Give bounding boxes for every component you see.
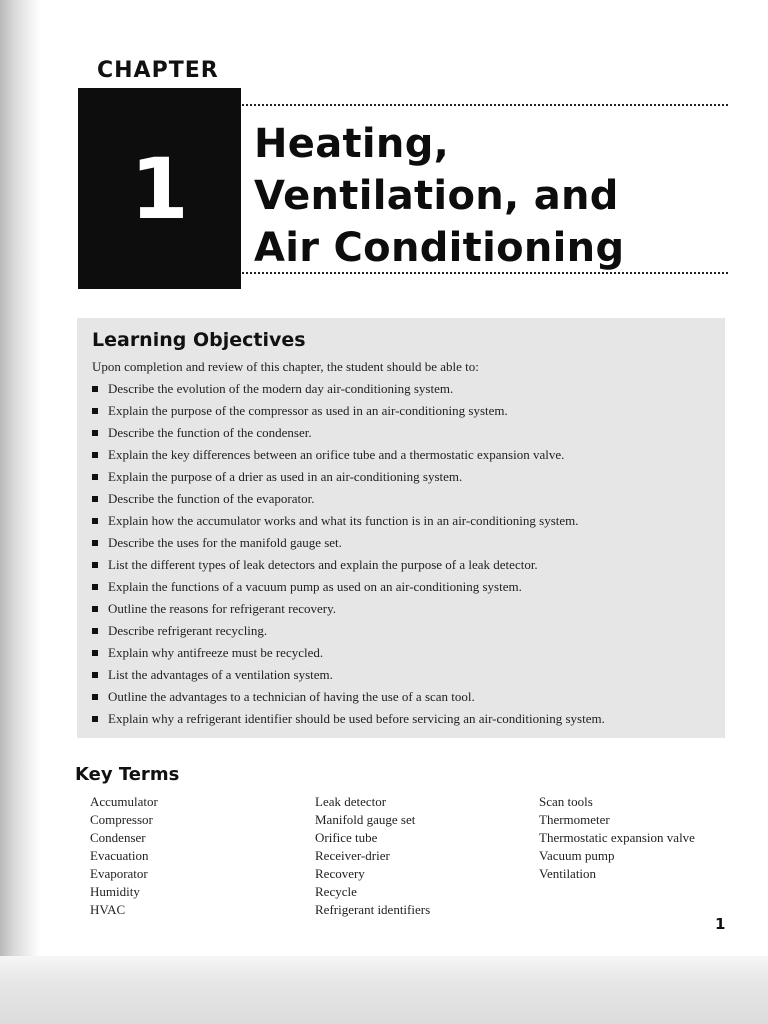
square-bullet-icon (92, 694, 98, 700)
square-bullet-icon (92, 650, 98, 656)
objective-item (92, 598, 710, 620)
objective-text: Describe the function of the condenser. (108, 425, 312, 440)
objective-item (92, 554, 710, 576)
square-bullet-icon (92, 474, 98, 480)
key-term: Thermostatic expansion valve (539, 830, 695, 845)
square-bullet-icon (92, 518, 98, 524)
objective-item (92, 488, 710, 510)
objective-text: Describe refrigerant recycling. (108, 623, 268, 638)
square-bullet-icon (92, 540, 98, 546)
book-spine-shadow (0, 0, 40, 1024)
objective-text: Describe the evolution of the modern day air-conditioning system. (108, 381, 454, 396)
objective-item (92, 400, 710, 422)
objective-item (92, 510, 710, 532)
key-term: Scan tools (539, 794, 593, 809)
square-bullet-icon (92, 452, 98, 458)
objective-item (92, 444, 710, 466)
title-line: Ventilation, and (254, 173, 619, 219)
objective-text: Explain the purpose of a drier as used in an air-conditioning system. (108, 469, 463, 484)
square-bullet-icon (92, 386, 98, 392)
key-term: Accumulator (90, 794, 158, 809)
learning-objectives-intro: Upon completion and review of this chapter, the student should be able to: (92, 359, 479, 374)
key-term: Recycle (315, 884, 357, 899)
objective-text: List the advantages of a ventilation system. (108, 667, 333, 682)
page-number: 1 (715, 915, 726, 933)
chapter-number: 1 (130, 139, 189, 238)
objective-item (92, 466, 710, 488)
objective-item (92, 576, 710, 598)
objective-item (92, 708, 710, 730)
square-bullet-icon (92, 628, 98, 634)
square-bullet-icon (92, 408, 98, 414)
key-term: Refrigerant identifiers (315, 902, 431, 917)
key-term: Manifold gauge set (315, 812, 416, 827)
objective-text: Outline the advantages to a technician of having the use of a scan tool. (108, 689, 475, 704)
square-bullet-icon (92, 496, 98, 502)
chapter-label: CHAPTER (97, 58, 219, 83)
objective-text: Explain why a refrigerant identifier should be used before servicing an air-conditioning system. (108, 711, 605, 726)
key-term: Compressor (90, 812, 153, 827)
objective-text: Describe the uses for the manifold gauge set. (108, 535, 342, 550)
key-term: Evacuation (90, 848, 149, 863)
objective-item (92, 686, 710, 708)
key-term: Evaporator (90, 866, 148, 881)
objective-text: Describe the function of the evaporator. (108, 491, 315, 506)
square-bullet-icon (92, 430, 98, 436)
key-term: Humidity (90, 884, 140, 899)
key-term: Recovery (315, 866, 365, 881)
objective-text: Explain the purpose of the compressor as used in an air-conditioning system. (108, 403, 508, 418)
square-bullet-icon (92, 584, 98, 590)
key-term: Leak detector (315, 794, 387, 809)
objective-item (92, 620, 710, 642)
key-term: Ventilation (539, 866, 597, 881)
objective-text: Explain how the accumulator works and what its function is in an air-conditioning system. (108, 513, 579, 528)
title-line: Air Conditioning (254, 225, 625, 271)
square-bullet-icon (92, 716, 98, 722)
objective-item (92, 378, 710, 400)
learning-objectives-heading: Learning Objectives (92, 329, 306, 351)
key-terms-column-1 (90, 793, 158, 919)
key-term: Condenser (90, 830, 146, 845)
key-term: Vacuum pump (539, 848, 615, 863)
objective-item (92, 642, 710, 664)
objective-text: Outline the reasons for refrigerant recovery. (108, 601, 336, 616)
objective-item (92, 664, 710, 686)
key-terms-column-2 (315, 793, 430, 919)
key-terms-heading: Key Terms (75, 764, 180, 785)
objectives-list (92, 378, 710, 730)
learning-objectives-box (77, 318, 725, 738)
key-term: Orifice tube (315, 830, 378, 845)
objective-text: Explain why antifreeze must be recycled. (108, 645, 324, 660)
chapter-title (254, 118, 724, 274)
chapter-number-box (78, 88, 241, 289)
key-term: Thermometer (539, 812, 610, 827)
objective-item (92, 532, 710, 554)
objective-text: Explain the key differences between an orifice tube and a thermostatic expansion valve. (108, 447, 565, 462)
key-term: Receiver-drier (315, 848, 390, 863)
key-term: HVAC (90, 902, 126, 917)
square-bullet-icon (92, 672, 98, 678)
objective-text: Explain the functions of a vacuum pump as used on an air-conditioning system. (108, 579, 522, 594)
key-terms-column-3 (539, 793, 695, 883)
title-line: Heating, (254, 121, 450, 167)
square-bullet-icon (92, 562, 98, 568)
page-bottom-shadow (0, 956, 768, 1024)
square-bullet-icon (92, 606, 98, 612)
objective-text: List the different types of leak detectors and explain the purpose of a leak detector. (108, 557, 538, 572)
objective-item (92, 422, 710, 444)
